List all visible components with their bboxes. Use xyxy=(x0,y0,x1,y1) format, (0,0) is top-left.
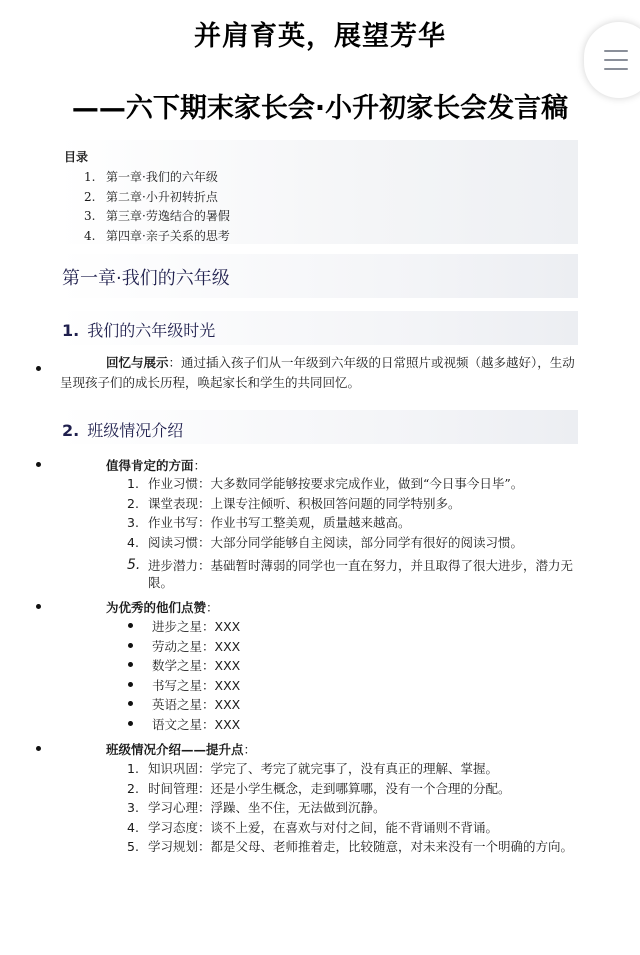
list-text: 作业书写：作业书写工整美观，质量越来越高。 xyxy=(148,515,411,530)
praise-heading-text: 为优秀的他们点赞 xyxy=(106,600,207,615)
toc-item[interactable] xyxy=(84,207,230,224)
list-text: 课堂表现：上课专注倾听、积极回答问题的同学特别多。 xyxy=(148,496,461,511)
list-number: 5. xyxy=(127,839,139,854)
toc-item-label: 第三章·劳逸结合的暑假 xyxy=(106,209,230,223)
table-of-contents xyxy=(58,140,578,244)
positive-heading-text: 值得肯定的方面 xyxy=(106,458,194,473)
toc-item-label: 第一章·我们的六年级 xyxy=(106,170,218,184)
praise-value: XXX xyxy=(214,717,241,732)
positive-heading xyxy=(106,456,206,474)
improve-heading xyxy=(106,740,256,758)
section-number: 1. xyxy=(62,321,80,340)
recall-heading: 回忆与展示 xyxy=(106,355,169,370)
praise-label: 数学之星： xyxy=(152,658,215,673)
section-heading xyxy=(62,318,215,341)
toc-item[interactable] xyxy=(84,168,218,185)
positive-heading-colon: ： xyxy=(193,458,207,473)
praise-value: XXX xyxy=(214,639,241,654)
bullet xyxy=(36,604,41,609)
recall-text: ：通过插入孩子们从一年级到六年级的日常照片或视频（越多越好），生动呈现孩子们的成长历程，唤起家长和学生的共同回忆。 xyxy=(60,355,575,390)
bullet xyxy=(36,366,41,371)
praise-value: XXX xyxy=(214,619,241,634)
bullet xyxy=(128,682,133,687)
section-title: 班级情况介绍 xyxy=(87,421,184,440)
praise-heading xyxy=(106,598,219,616)
bullet xyxy=(128,701,133,706)
praise-label: 劳动之星： xyxy=(152,639,215,654)
list-number: 3. xyxy=(127,800,139,815)
document-title: 并肩育英，展望芳华 xyxy=(194,21,446,52)
document-subtitle: ——六下期末家长会·小升初家长会发言稿 xyxy=(71,93,569,124)
section-number: 2. xyxy=(62,421,80,440)
toc-item-number: 4. xyxy=(84,229,96,243)
toc-item[interactable] xyxy=(84,227,230,244)
list-text: 学习规划：都是父母、老师推着走，比较随意，对未来没有一个明确的方向。 xyxy=(148,839,574,854)
list-number: 4. xyxy=(127,535,139,550)
toc-item-label: 第四章·亲子关系的思考 xyxy=(106,229,230,243)
praise-label: 语文之星： xyxy=(152,717,215,732)
list-text: 阅读习惯：大部分同学能够自主阅读，部分同学有很好的阅读习惯。 xyxy=(148,535,524,550)
toc-item-number: 1. xyxy=(84,170,96,184)
section-title: 我们的六年级时光 xyxy=(87,321,216,340)
list-text: 知识巩固：学完了、考完了就完事了，没有真正的理解、掌握。 xyxy=(148,761,499,776)
praise-label: 书写之星： xyxy=(152,678,215,693)
improve-heading-text: 班级情况介绍——提升点 xyxy=(106,742,244,757)
chapter-heading: 第一章·我们的六年级 xyxy=(62,268,230,289)
toc-item[interactable] xyxy=(84,188,218,205)
list-text: 进步潜力：基础暂时薄弱的同学也一直在努力，并且取得了很大进步，潜力无限。 xyxy=(148,558,574,590)
list-number: 2. xyxy=(127,781,139,796)
recall-paragraph xyxy=(60,353,582,393)
section-heading xyxy=(62,418,183,441)
praise-value: XXX xyxy=(214,697,241,712)
list-number: 1. xyxy=(127,476,139,491)
toc-item-label: 第二章·小升初转折点 xyxy=(106,190,218,204)
toc-item-number: 3. xyxy=(84,209,96,223)
improve-heading-colon: ： xyxy=(243,742,257,757)
list-number: 2. xyxy=(127,496,139,511)
hamburger-menu-icon xyxy=(604,50,628,70)
praise-label: 英语之星： xyxy=(152,697,215,712)
bullet xyxy=(36,462,41,467)
menu-button[interactable] xyxy=(584,22,640,98)
bullet xyxy=(128,721,133,726)
list-number: 4. xyxy=(127,820,139,835)
list-text: 学习态度：谈不上爱，在喜欢与对付之间，能不背诵则不背诵。 xyxy=(148,820,499,835)
list-number: 1. xyxy=(127,761,139,776)
bullet xyxy=(128,623,133,628)
list-number: 3. xyxy=(127,515,139,530)
bullet xyxy=(128,643,133,648)
bullet xyxy=(36,746,41,751)
list-text: 作业习惯：大多数同学能够按要求完成作业，做到“今日事今日毕”。 xyxy=(148,476,524,491)
list-text: 学习心理：浮躁、坐不住，无法做到沉静。 xyxy=(148,800,386,815)
praise-value: XXX xyxy=(214,658,241,673)
praise-value: XXX xyxy=(214,678,241,693)
list-number: 5. xyxy=(127,557,141,573)
praise-heading-colon: ： xyxy=(206,600,219,615)
toc-item-number: 2. xyxy=(84,190,96,204)
toc-heading: 目录 xyxy=(64,150,89,164)
list-text: 时间管理：还是小学生概念，走到哪算哪，没有一个合理的分配。 xyxy=(148,781,511,796)
bullet xyxy=(128,662,133,667)
praise-label: 进步之星： xyxy=(152,619,215,634)
